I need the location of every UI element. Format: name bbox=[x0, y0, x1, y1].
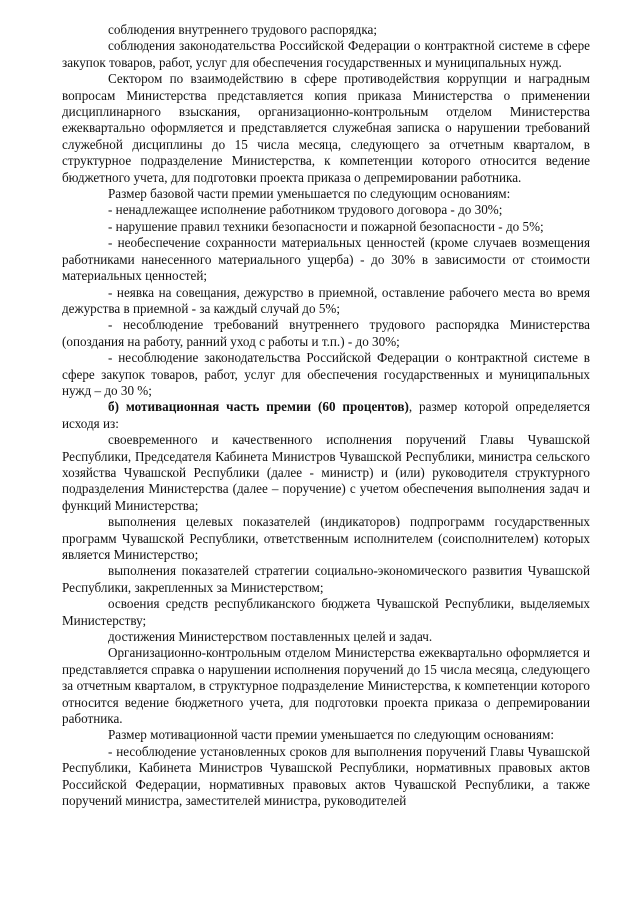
paragraph-text: - несоблюдение требований внутреннего трудового распорядка Министерства (опоздания на работу, ранний уход с работы и т.п.) - до 30%; bbox=[62, 317, 590, 349]
list-item bbox=[62, 219, 590, 235]
paragraph-text: своевременного и качественного исполнения поручений Главы Чувашской Республики, Председателя Кабинета Министров Чувашской Республики, министра сельского хозяйства Чувашской Республики (далее - министр) и (или) руководителя структурного подразделения Министерства (далее – поручение) с учетом обеспечения выполнения задач и функций Министерства; bbox=[62, 432, 590, 513]
paragraph-text: соблюдения законодательства Российской Федерации о контрактной системе в сфере закупок товаров, работ, услуг для обеспечения государственных и муниципальных нужд. bbox=[62, 38, 590, 70]
paragraph-text: Организационно-контрольным отделом Министерства ежеквартально оформляется и представляется справка о нарушении исполнения поручений до 15 числа месяца, следующего за отчетным кварталом, в структурное подразделение Министерства, к компетенции которого относится ведение бюджетного учета, для подготовки проекта приказа о депремировании работника. bbox=[62, 645, 590, 727]
paragraph-text: - несоблюдение установленных сроков для выполнения поручений Главы Чувашской Республики, Кабинета Министров Чувашской Республики, нормативных правовых актов Российской Федерации, нормативных правовых актов Чувашской Республики, а также поручений министра, заместителей министра, руководителей bbox=[62, 743, 590, 809]
paragraph-text: выполнения показателей стратегии социально-экономического развития Чувашской Республики, закрепленных за Министерством; bbox=[62, 563, 590, 595]
paragraph-text: соблюдения внутреннего трудового распорядка; bbox=[108, 22, 378, 37]
paragraph-text: достижения Министерством поставленных целей и задач. bbox=[108, 629, 433, 645]
paragraph bbox=[62, 71, 590, 186]
paragraph bbox=[62, 629, 590, 645]
paragraph bbox=[62, 727, 590, 743]
paragraph bbox=[62, 563, 590, 596]
paragraph-text: Сектором по взаимодействию в сфере противодействия коррупции и наградным вопросам Министерства представляется копия приказа Министерства о применении дисциплинарного взыскания, организационно-контрольным отделом Министерства ежеквартально оформляется и представляется служебная записка о нарушении требований служебной дисциплины до 15 числа месяца, следующего за отчетным кварталом, в структурное подразделение Министерства, к компетенции которого относится ведение бюджетного учета, для подготовки проекта приказа о депремировании работника. bbox=[62, 71, 590, 185]
paragraph bbox=[62, 432, 590, 514]
paragraph bbox=[62, 645, 590, 727]
list-item bbox=[62, 317, 590, 350]
paragraph bbox=[62, 38, 590, 71]
list-item bbox=[62, 202, 590, 218]
paragraph-text: - необеспечение сохранности материальных ценностей (кроме случаев возмещения работниками нанесенного материального ущерба) - до 30% в зависимости от стоимости материальных ценностей; bbox=[62, 235, 590, 284]
paragraph bbox=[62, 514, 590, 563]
paragraph-text: Размер базовой части премии уменьшается по следующим основаниям: bbox=[108, 186, 511, 202]
list-item bbox=[62, 744, 590, 810]
list-item bbox=[62, 235, 590, 284]
list-item bbox=[62, 285, 590, 318]
paragraph-text: Размер мотивационной части премии уменьшается по следующим основаниям: bbox=[108, 727, 554, 743]
paragraph-text: - неявка на совещания, дежурство в приемной, оставление рабочего места во время дежурства в приемной - за каждый случай до 5%; bbox=[62, 284, 590, 316]
paragraph bbox=[62, 596, 590, 629]
paragraph-text: - несоблюдение законодательства Российской Федерации о контрактной системе в сфере закупок товаров, работ, услуг для обеспечения государственных и муниципальных нужд – до 30 %; bbox=[62, 350, 590, 398]
paragraph bbox=[62, 399, 590, 432]
paragraph-text: - ненадлежащее исполнение работником трудового договора - до 30%; bbox=[108, 202, 503, 218]
paragraph bbox=[62, 186, 590, 202]
paragraph-text: выполнения целевых показателей (индикаторов) подпрограмм государственных программ Чувашской Республики, ответственным исполнителем (соисполнителем) которых является Министерство; bbox=[62, 514, 590, 562]
paragraph-text: , размер которой определяется исходя из: bbox=[62, 399, 590, 431]
paragraph bbox=[62, 22, 590, 38]
paragraph-text: освоения средств республиканского бюджета Чувашской Республики, выделяемых Министерству; bbox=[62, 596, 590, 628]
section-heading: б) мотивационная часть премии (60 процентов) bbox=[108, 399, 409, 415]
list-item bbox=[62, 350, 590, 399]
paragraph-text: - нарушение правил техники безопасности и пожарной безопасности - до 5%; bbox=[108, 218, 544, 234]
document-page bbox=[62, 22, 590, 810]
